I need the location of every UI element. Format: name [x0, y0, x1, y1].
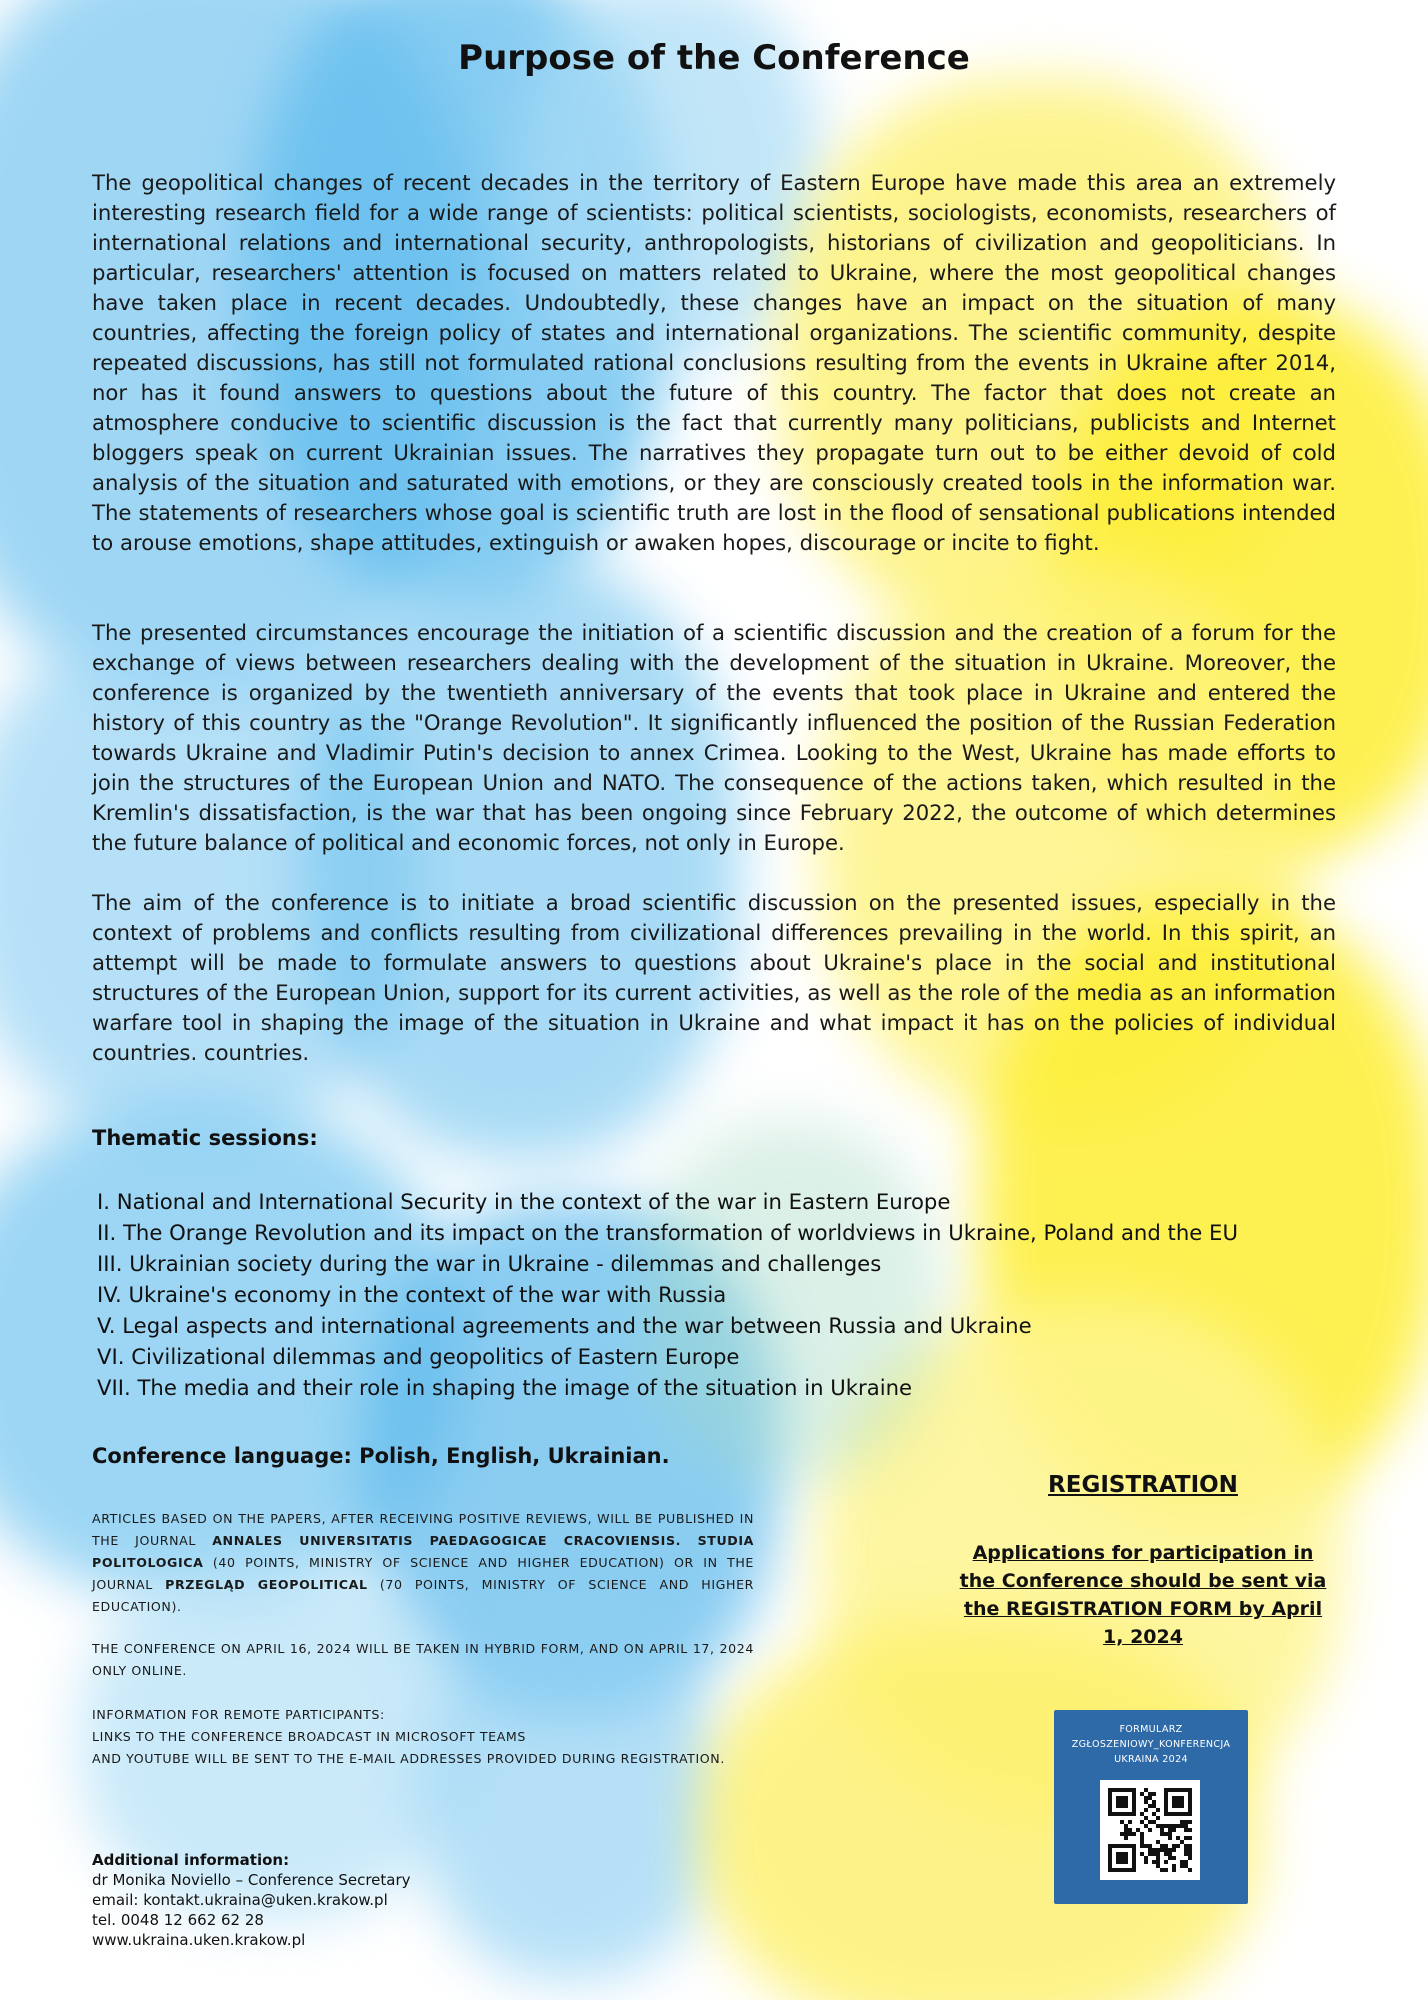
qr-module: [1116, 1856, 1120, 1860]
qr-module: [1140, 1812, 1144, 1816]
contact-phone: tel. 0048 12 662 62 28: [92, 1911, 264, 1929]
qr-module: [1148, 1804, 1152, 1808]
qr-module: [1132, 1808, 1136, 1812]
qr-module: [1176, 1788, 1180, 1792]
qr-module: [1144, 1800, 1148, 1804]
additional-information: [92, 1850, 411, 1950]
aim-paragraph: The aim of the conference is to initiate a broad scientific discussion on the presented issues, especially in the context of problems and conflicts resulting from civilizational differences prevailing in the world. In this spirit, an attempt will be made to formulate answers to questions about Ukraine's place in the social and institutional structures of the European Union, support for its current activities, as well as the role of the media as an information warfare tool in shaping the image of the situation in Ukraine and what impact it has on the policies of individual countries. countries.: [92, 890, 1336, 1065]
qr-module: [1124, 1836, 1128, 1840]
qr-module: [1164, 1796, 1168, 1800]
qr-module: [1188, 1828, 1192, 1832]
qr-module: [1188, 1844, 1192, 1848]
additional-info-label: Additional information:: [92, 1851, 290, 1869]
qr-module: [1160, 1868, 1164, 1872]
qr-module: [1140, 1792, 1144, 1796]
remote-participants-note: [92, 1704, 754, 1770]
qr-module: [1124, 1860, 1128, 1864]
qr-module: [1148, 1844, 1152, 1848]
qr-module: [1168, 1824, 1172, 1828]
qr-module: [1184, 1820, 1188, 1824]
session-item: I. National and International Security in the context of the war in Eastern Europe: [97, 1189, 951, 1214]
qr-module: [1132, 1848, 1136, 1852]
qr-module: [1172, 1800, 1176, 1804]
qr-module: [1188, 1836, 1192, 1840]
qr-module: [1144, 1860, 1148, 1864]
qr-module: [1144, 1824, 1148, 1828]
qr-module: [1108, 1812, 1112, 1816]
form-card-line: ZGŁOSZENIOWY_KONFERENCJA: [1071, 1739, 1231, 1750]
articles-text: ARTICLES BASED ON THE PAPERS, AFTER RECEIVING POSITIVE REVIEWS, WILL BE PUBLISHED IN THE JOURNAL: [92, 1511, 754, 1548]
qr-module: [1156, 1840, 1160, 1844]
qr-module: [1164, 1848, 1168, 1852]
qr-module: [1148, 1828, 1152, 1832]
qr-module: [1140, 1852, 1144, 1856]
qr-module: [1116, 1796, 1120, 1800]
qr-module: [1188, 1808, 1192, 1812]
form-card-line: FORMULARZ: [1119, 1724, 1183, 1735]
qr-module: [1108, 1868, 1112, 1872]
qr-module: [1128, 1820, 1132, 1824]
qr-module: [1164, 1800, 1168, 1804]
qr-module: [1132, 1796, 1136, 1800]
qr-module: [1124, 1804, 1128, 1808]
qr-module: [1156, 1864, 1160, 1868]
qr-module: [1164, 1832, 1168, 1836]
qr-code-graphic: [1100, 1780, 1200, 1880]
qr-module: [1172, 1868, 1176, 1872]
qr-module: [1124, 1856, 1128, 1860]
qr-module: [1116, 1844, 1120, 1848]
qr-module: [1116, 1800, 1120, 1804]
qr-module: [1168, 1832, 1172, 1836]
qr-module: [1180, 1824, 1184, 1828]
qr-module: [1112, 1812, 1116, 1816]
qr-module: [1188, 1804, 1192, 1808]
articles-note: [92, 1508, 754, 1618]
qr-module: [1168, 1828, 1172, 1832]
qr-module: [1184, 1788, 1188, 1792]
qr-module: [1188, 1788, 1192, 1792]
qr-module: [1172, 1812, 1176, 1816]
qr-module: [1144, 1856, 1148, 1860]
qr-module: [1152, 1848, 1156, 1852]
qr-module: [1156, 1852, 1160, 1856]
qr-module: [1172, 1804, 1176, 1808]
qr-module: [1176, 1812, 1180, 1816]
qr-module: [1120, 1856, 1124, 1860]
qr-module: [1168, 1848, 1172, 1852]
qr-module: [1132, 1804, 1136, 1808]
intro-paragraph: The geopolitical changes of recent decades in the territory of Eastern Europe have made this area an extremely interesting research field for a wide range of scientists: political scientists, sociologists, economists, researchers of international relations and international security, anthropologists, historians of civilization and geopoliticians. In particular, researchers' attention is focused on matters related to Ukraine, where the most geopolitical changes have taken place in recent decades. Undoubtedly, these changes have an impact on the situation of many countries, affecting the foreign policy of states and international organizations. The scientific community, despite repeated discussions, has still not formulated rational conclusions resulting from the events in Ukraine after 2014, nor has it found answers to questions about the future of this country. The factor that does not create an atmosphere conducive to scientific discussion is the fact that currently many politicians, publicists and Internet bloggers speak on current Ukrainian issues. The narratives they propagate turn out to be either devoid of cold analysis of the situation and saturated with emotions, or they are consciously created tools in the information war. The statements of researchers whose goal is scientific truth are lost in the flood of sensational publications intended to arouse emotions, shape attitudes, extinguish or awaken hopes, discourage or incite to fight.: [92, 170, 1336, 555]
remote-line: AND YOUTUBE WILL BE SENT TO THE E-MAIL ADDRESSES PROVIDED DURING REGISTRATION.: [92, 1751, 725, 1766]
qr-module: [1180, 1812, 1184, 1816]
qr-module: [1176, 1824, 1180, 1828]
session-item: VII. The media and their role in shaping the image of the situation in Ukraine: [97, 1375, 913, 1400]
qr-module: [1120, 1804, 1124, 1808]
qr-module: [1160, 1844, 1164, 1848]
journal-przeglad: PRZEGLĄD GEOPOLITICAL: [165, 1577, 368, 1592]
qr-module: [1128, 1868, 1132, 1872]
qr-module: [1148, 1796, 1152, 1800]
form-card-caption: [1060, 1722, 1242, 1767]
qr-module: [1132, 1864, 1136, 1868]
qr-module: [1184, 1864, 1188, 1868]
qr-module: [1124, 1812, 1128, 1816]
qr-module: [1156, 1860, 1160, 1864]
qr-module: [1132, 1860, 1136, 1864]
thematic-sessions-list: [97, 1186, 1238, 1403]
qr-module: [1168, 1856, 1172, 1860]
qr-module: [1152, 1860, 1156, 1864]
qr-module: [1124, 1832, 1128, 1836]
qr-module: [1120, 1796, 1124, 1800]
qr-module: [1108, 1788, 1112, 1792]
qr-module: [1124, 1828, 1128, 1832]
qr-module: [1124, 1852, 1128, 1856]
qr-module: [1156, 1824, 1160, 1828]
qr-module: [1128, 1788, 1132, 1792]
qr-module: [1176, 1796, 1180, 1800]
qr-module: [1108, 1800, 1112, 1804]
qr-module: [1124, 1800, 1128, 1804]
qr-module: [1164, 1808, 1168, 1812]
articles-text: (70 POINTS, MINISTRY OF SCIENCE AND HIGHER EDUCATION).: [92, 1577, 755, 1614]
qr-module: [1108, 1796, 1112, 1800]
qr-module: [1160, 1848, 1164, 1852]
qr-module: [1144, 1816, 1148, 1820]
qr-module: [1136, 1828, 1140, 1832]
remote-line: INFORMATION FOR REMOTE PARTICIPANTS:: [92, 1707, 385, 1722]
session-item: V. Legal aspects and international agreements and the war between Russia and Ukraine: [97, 1313, 1032, 1338]
thematic-sessions-heading: Thematic sessions:: [92, 1126, 318, 1150]
qr-module: [1188, 1856, 1192, 1860]
qr-module: [1144, 1796, 1148, 1800]
qr-module: [1172, 1864, 1176, 1868]
qr-module: [1132, 1832, 1136, 1836]
session-item: VI. Civilizational dilemmas and geopolitics of Eastern Europe: [97, 1344, 740, 1369]
qr-module: [1144, 1844, 1148, 1848]
qr-module: [1120, 1860, 1124, 1864]
qr-module: [1156, 1848, 1160, 1852]
form-card-line: UKRAINA 2024: [1114, 1754, 1188, 1765]
qr-module: [1188, 1848, 1192, 1852]
circumstances-paragraph: The presented circumstances encourage the initiation of a scientific discussion and the creation of a forum for the exchange of views between researchers dealing with the development of the situation in Ukraine. Moreover, the conference is organized by the twentieth anniversary of the events that took place in Ukraine and entered the history of this country as the "Orange Revolution". It significantly influenced the position of the Russian Federation towards Ukraine and Vladimir Putin's decision to annex Crimea. Looking to the West, Ukraine has made efforts to join the structures of the European Union and NATO. The consequence of the actions taken, which resulted in the Kremlin's dissatisfaction, is the war that has been ongoing since February 2022, the outcome of which determines the future balance of political and economic forces, not only in Europe.: [92, 620, 1336, 855]
qr-module: [1108, 1864, 1112, 1868]
qr-module: [1180, 1840, 1184, 1844]
qr-module: [1116, 1788, 1120, 1792]
qr-module: [1188, 1868, 1192, 1872]
qr-module: [1184, 1860, 1188, 1864]
qr-module: [1180, 1788, 1184, 1792]
qr-module: [1164, 1844, 1168, 1848]
qr-module: [1120, 1832, 1124, 1836]
qr-module: [1132, 1788, 1136, 1792]
qr-module: [1156, 1816, 1160, 1820]
qr-module: [1184, 1848, 1188, 1852]
qr-module: [1152, 1800, 1156, 1804]
qr-module: [1108, 1848, 1112, 1852]
qr-module: [1156, 1856, 1160, 1860]
qr-module: [1108, 1844, 1112, 1848]
registration-link[interactable]: Applications for participation in the Conference should be sent via the REGISTRATION FORM by April 1, 2024: [959, 1542, 1327, 1648]
qr-module: [1124, 1788, 1128, 1792]
qr-module: [1120, 1844, 1124, 1848]
qr-module: [1164, 1824, 1168, 1828]
qr-module: [1132, 1812, 1136, 1816]
qr-module: [1120, 1800, 1124, 1804]
qr-module: [1164, 1788, 1168, 1792]
qr-module: [1132, 1844, 1136, 1848]
qr-module: [1108, 1792, 1112, 1796]
journal-annales: ANNALES UNIVERSITATIS PAEDAGOGICAE CRACOVIENSIS. STUDIA POLITOLOGICA: [92, 1533, 754, 1570]
qr-module: [1112, 1788, 1116, 1792]
qr-module: [1120, 1852, 1124, 1856]
qr-module: [1140, 1832, 1144, 1836]
qr-module: [1188, 1812, 1192, 1816]
qr-module: [1128, 1812, 1132, 1816]
qr-module: [1184, 1828, 1188, 1832]
qr-module: [1148, 1792, 1152, 1796]
qr-module: [1140, 1844, 1144, 1848]
qr-module: [1176, 1800, 1180, 1804]
qr-module: [1180, 1800, 1184, 1804]
session-item: III. Ukrainian society during the war in Ukraine - dilemmas and challenges: [97, 1251, 882, 1276]
qr-module: [1120, 1788, 1124, 1792]
qr-module: [1116, 1804, 1120, 1808]
qr-module: [1188, 1792, 1192, 1796]
qr-module: [1188, 1820, 1192, 1824]
qr-module: [1176, 1804, 1180, 1808]
qr-module: [1172, 1824, 1176, 1828]
qr-module: [1164, 1860, 1168, 1864]
qr-module: [1140, 1840, 1144, 1844]
qr-module: [1124, 1868, 1128, 1872]
qr-module: [1112, 1868, 1116, 1872]
qr-module: [1108, 1860, 1112, 1864]
qr-module: [1188, 1852, 1192, 1856]
qr-module: [1148, 1852, 1152, 1856]
qr-code-icon[interactable]: [1100, 1780, 1200, 1880]
qr-module: [1172, 1796, 1176, 1800]
qr-module: [1188, 1796, 1192, 1800]
page-title: Purpose of the Conference: [458, 38, 970, 78]
qr-module: [1168, 1812, 1172, 1816]
qr-module: [1116, 1812, 1120, 1816]
qr-module: [1180, 1860, 1184, 1864]
qr-module: [1132, 1852, 1136, 1856]
qr-module: [1124, 1844, 1128, 1848]
qr-module: [1152, 1804, 1156, 1808]
qr-module: [1152, 1792, 1156, 1796]
qr-module: [1180, 1864, 1184, 1868]
qr-module: [1112, 1844, 1116, 1848]
hybrid-form-note: THE CONFERENCE ON APRIL 16, 2024 WILL BE TAKEN IN HYBRID FORM, AND ON APRIL 17, 2024 ONLY ONLINE.: [92, 1641, 754, 1678]
qr-module: [1172, 1844, 1176, 1848]
qr-module: [1164, 1804, 1168, 1808]
qr-module: [1172, 1788, 1176, 1792]
qr-module: [1184, 1844, 1188, 1848]
qr-module: [1180, 1820, 1184, 1824]
qr-module: [1128, 1832, 1132, 1836]
qr-module: [1120, 1820, 1124, 1824]
qr-module: [1168, 1788, 1172, 1792]
qr-module: [1184, 1852, 1188, 1856]
qr-module: [1188, 1800, 1192, 1804]
qr-module: [1184, 1836, 1188, 1840]
qr-module: [1148, 1848, 1152, 1852]
qr-module: [1180, 1796, 1184, 1800]
articles-text: (40 POINTS, MINISTRY OF SCIENCE AND HIGHER EDUCATION) OR IN THE JOURNAL: [92, 1555, 754, 1592]
qr-module: [1152, 1852, 1156, 1856]
qr-module: [1108, 1804, 1112, 1808]
qr-module: [1152, 1820, 1156, 1824]
qr-module: [1184, 1824, 1188, 1828]
contact-email[interactable]: email: kontakt.ukraina@uken.krakow.pl: [92, 1891, 388, 1909]
qr-module: [1116, 1852, 1120, 1856]
qr-module: [1176, 1844, 1180, 1848]
qr-module: [1124, 1796, 1128, 1800]
qr-module: [1108, 1856, 1112, 1860]
qr-module: [1140, 1836, 1144, 1840]
qr-module: [1160, 1832, 1164, 1836]
qr-module: [1164, 1852, 1168, 1856]
qr-module: [1132, 1792, 1136, 1796]
qr-module: [1176, 1836, 1180, 1840]
qr-module: [1156, 1808, 1160, 1812]
website-link[interactable]: www.ukraina.uken.krakow.pl: [92, 1931, 306, 1949]
secretary-name: dr Monika Noviello – Conference Secretary: [92, 1871, 411, 1889]
qr-module: [1140, 1820, 1144, 1824]
qr-module: [1160, 1824, 1164, 1828]
qr-module: [1124, 1824, 1128, 1828]
qr-module: [1160, 1828, 1164, 1832]
qr-module: [1108, 1852, 1112, 1856]
qr-module: [1116, 1860, 1120, 1864]
qr-module: [1164, 1812, 1168, 1816]
qr-module: [1180, 1804, 1184, 1808]
session-item: II. The Orange Revolution and its impact on the transformation of worldviews in Ukraine, Poland and the EU: [97, 1220, 1238, 1245]
qr-module: [1116, 1868, 1120, 1872]
qr-module: [1172, 1848, 1176, 1852]
qr-module: [1164, 1792, 1168, 1796]
qr-module: [1164, 1868, 1168, 1872]
conference-language: Conference language: Polish, English, Ukrainian.: [92, 1444, 670, 1468]
qr-module: [1128, 1844, 1132, 1848]
registration-form-card[interactable]: [1054, 1710, 1248, 1904]
qr-module: [1144, 1808, 1148, 1812]
registration-heading[interactable]: REGISTRATION: [1048, 1472, 1238, 1498]
qr-module: [1132, 1800, 1136, 1804]
qr-module: [1172, 1856, 1176, 1860]
remote-line: LINKS TO THE CONFERENCE BROADCAST IN MICROSOFT TEAMS: [92, 1729, 526, 1744]
qr-module: [1152, 1812, 1156, 1816]
qr-module: [1108, 1808, 1112, 1812]
qr-module: [1132, 1856, 1136, 1860]
qr-module: [1144, 1788, 1148, 1792]
qr-module: [1120, 1868, 1124, 1872]
qr-module: [1128, 1828, 1132, 1832]
qr-module: [1184, 1812, 1188, 1816]
session-item: IV. Ukraine's economy in the context of the war with Russia: [97, 1282, 727, 1307]
qr-module: [1168, 1836, 1172, 1840]
qr-module: [1120, 1812, 1124, 1816]
qr-module: [1132, 1868, 1136, 1872]
qr-module: [1172, 1828, 1176, 1832]
qr-module: [1148, 1820, 1152, 1824]
qr-module: [1168, 1852, 1172, 1856]
